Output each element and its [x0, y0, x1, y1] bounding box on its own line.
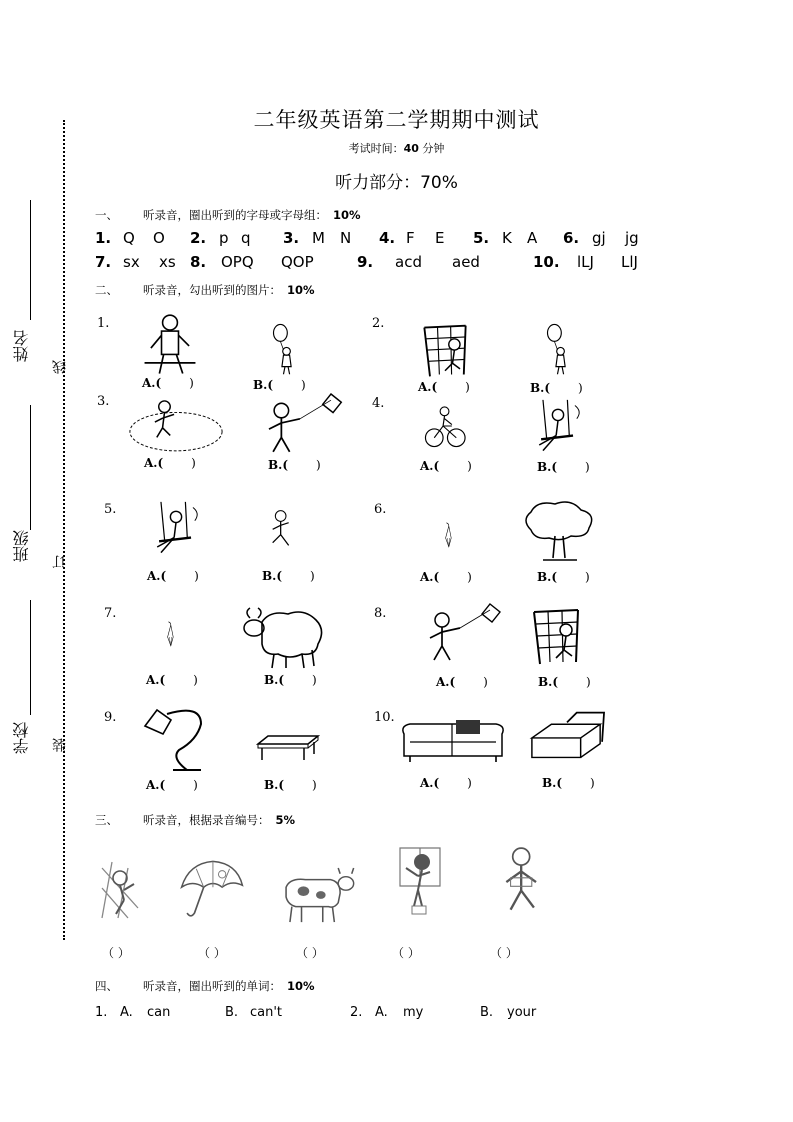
- numbering-paren: （ ）: [102, 946, 130, 960]
- picture-option-a: A.( ): [146, 673, 198, 687]
- running-boy-icon: [266, 500, 306, 560]
- option-b-close-paren: ): [586, 675, 591, 689]
- bed-icon: [528, 710, 606, 760]
- option-a-close-paren: ): [465, 380, 470, 394]
- letter-option-b: aed: [452, 253, 480, 271]
- picture-option-b: B.( ): [542, 776, 595, 790]
- tree-icon: [520, 500, 600, 562]
- option-b-close-paren: ): [310, 569, 315, 583]
- picture-option-a: A.( ): [146, 778, 198, 792]
- name-label: 姓名: [12, 330, 31, 362]
- letter-item-number: 8.: [190, 253, 207, 271]
- numbering-paren: （ ）: [296, 946, 324, 960]
- letter-item-number: 7.: [95, 253, 112, 271]
- letter-option-b: O: [153, 229, 165, 247]
- picture-item-number: 3.: [97, 394, 110, 409]
- picture-option-a: A.( ): [142, 376, 194, 390]
- letter-option-a: gj: [592, 229, 606, 247]
- letter-item-number: 1.: [95, 229, 112, 247]
- letter-option-b: xs: [159, 253, 176, 271]
- option-a-close-paren: ): [467, 570, 472, 584]
- picture-option-a: A.( ): [418, 380, 470, 394]
- option-a-close-paren: ): [193, 778, 198, 792]
- cow-icon: [276, 868, 356, 924]
- part-heading: 听力部分：70%: [335, 173, 458, 193]
- picture-item-number: 9.: [104, 710, 117, 725]
- option-b-close-paren: ): [312, 778, 317, 792]
- word-item-1-word-b: can't: [250, 1005, 283, 1020]
- picture-item-number: 8.: [374, 606, 387, 621]
- letter-option-a: Q: [123, 229, 135, 247]
- picture-item-number: 10.: [374, 710, 395, 725]
- umbrella-icon: [162, 602, 186, 668]
- letter-option-b: E: [435, 229, 445, 247]
- picture-item-number: 2.: [372, 316, 385, 331]
- letter-item-number: 9.: [357, 253, 374, 271]
- school-label: 学校: [12, 722, 31, 754]
- picture-option-a: A.( ): [436, 675, 488, 689]
- walking-boy-icon: [492, 846, 544, 916]
- word-item-2-option-b: B.: [480, 1005, 494, 1020]
- section-1-heading: 一、 听录音，圈出听到的字母或字母组： 10%: [95, 208, 361, 222]
- exam-time: 考试时间：40 分钟: [348, 142, 445, 155]
- skating-boy-icon: [128, 392, 224, 454]
- swing-girl-icon: [144, 500, 208, 562]
- letter-option-a: OPQ: [221, 253, 254, 271]
- letter-item-number: 2.: [190, 229, 207, 247]
- option-a-close-paren: ): [194, 569, 199, 583]
- letter-option-b: LlJ: [621, 253, 638, 271]
- climbing-net-icon: [524, 604, 588, 670]
- sofa-icon: [400, 716, 506, 764]
- word-item-1-number: 1.: [95, 1005, 108, 1020]
- numbering-paren: （ ）: [198, 946, 226, 960]
- boy-overalls-icon: [135, 312, 205, 382]
- picture-item-number: 1.: [97, 316, 110, 331]
- picture-option-b: B.( ): [538, 675, 591, 689]
- word-item-1-option-b: B.: [225, 1005, 239, 1020]
- picture-option-b: B.( ): [537, 460, 590, 474]
- open-umbrella-icon: [176, 858, 248, 922]
- sheep-icon: [242, 604, 328, 670]
- girl-balloon-icon: [262, 316, 308, 382]
- line-mark: 线: [52, 360, 68, 374]
- word-item-2-number: 2.: [350, 1005, 363, 1020]
- letter-item-number: 6.: [563, 229, 580, 247]
- boy-kite-icon: [258, 394, 344, 456]
- fold-mark: 装: [52, 738, 68, 752]
- option-a-close-paren: ): [483, 675, 488, 689]
- picture-option-b: B.( ): [253, 378, 306, 392]
- swing-girl-icon: [528, 398, 588, 460]
- bicycle-boy-icon: [424, 396, 468, 456]
- option-b-close-paren: ): [312, 673, 317, 687]
- letter-option-a: p: [219, 229, 229, 247]
- option-b-close-paren: ): [316, 458, 321, 472]
- option-b-close-paren: ): [590, 776, 595, 790]
- picture-item-number: 7.: [104, 606, 117, 621]
- picture-option-a: A.( ): [420, 570, 472, 584]
- option-b-close-paren: ): [301, 378, 306, 392]
- letter-option-a: K: [502, 229, 512, 247]
- letter-item-number: 4.: [379, 229, 396, 247]
- letter-option-b: N: [340, 229, 352, 247]
- option-a-close-paren: ): [193, 673, 198, 687]
- letter-option-b: q: [241, 229, 251, 247]
- girl-balloon-icon: [536, 316, 582, 382]
- section-2-heading: 二、 听录音，勾出听到的图片： 10%: [95, 283, 315, 297]
- word-item-2-word-a: my: [403, 1005, 424, 1020]
- school-blank-line: [30, 600, 31, 715]
- picture-option-a: A.( ): [144, 456, 196, 470]
- boy-kite-icon: [420, 604, 502, 664]
- exam-title: 二年级英语第二学期期中测试: [253, 108, 540, 132]
- letter-item-number: 5.: [473, 229, 490, 247]
- word-item-1-word-a: can: [147, 1005, 171, 1020]
- picture-item-number: 5.: [104, 502, 117, 517]
- option-b-close-paren: ): [585, 570, 590, 584]
- picture-option-b: B.( ): [268, 458, 321, 472]
- picture-option-b: B.( ): [537, 570, 590, 584]
- picture-option-b: B.( ): [264, 778, 317, 792]
- class-label: 班级: [12, 530, 31, 562]
- letter-option-a: F: [406, 229, 415, 247]
- word-item-2-word-b: your: [507, 1005, 537, 1020]
- numbering-paren: （ ）: [392, 946, 420, 960]
- lamp-icon: [140, 706, 206, 772]
- letter-item-number: 3.: [283, 229, 300, 247]
- picture-option-b: B.( ): [264, 673, 317, 687]
- option-b-close-paren: ): [585, 460, 590, 474]
- letter-option-a: acd: [395, 253, 422, 271]
- picture-option-b: B.( ): [530, 381, 583, 395]
- picture-item-number: 6.: [374, 502, 387, 517]
- letter-option-a: sx: [123, 253, 140, 271]
- option-a-close-paren: ): [189, 376, 194, 390]
- binding-dotted-line: [63, 120, 65, 940]
- option-a-close-paren: ): [467, 459, 472, 473]
- table-icon: [254, 734, 320, 762]
- letter-option-a: M: [312, 229, 325, 247]
- letter-option-b: QOP: [281, 253, 314, 271]
- letter-option-b: jg: [625, 229, 639, 247]
- umbrella-icon: [440, 506, 464, 566]
- picture-option-a: A.( ): [420, 776, 472, 790]
- letter-option-b: A: [527, 229, 538, 247]
- option-a-close-paren: ): [467, 776, 472, 790]
- section-3-heading: 三、 听录音，根据录音编号： 5%: [95, 813, 296, 827]
- section-4-heading: 四、 听录音，圈出听到的单词： 10%: [95, 979, 315, 993]
- window-boy-icon: [394, 846, 444, 916]
- word-item-1-option-a: A.: [120, 1005, 133, 1020]
- picture-item-number: 4.: [372, 396, 385, 411]
- letter-option-a: lLJ: [577, 253, 594, 271]
- picture-option-a: A.( ): [147, 569, 199, 583]
- option-b-close-paren: ): [578, 381, 583, 395]
- class-blank-line: [30, 405, 31, 530]
- climbing-boy-icon: [98, 856, 144, 926]
- letter-item-number: 10.: [533, 253, 560, 271]
- option-a-close-paren: ): [191, 456, 196, 470]
- climbing-net-icon: [412, 320, 478, 382]
- numbering-paren: （ ）: [490, 946, 518, 960]
- word-item-2-option-a: A.: [375, 1005, 388, 1020]
- picture-option-b: B.( ): [262, 569, 315, 583]
- bind-mark: 订: [52, 555, 68, 569]
- picture-option-a: A.( ): [420, 459, 472, 473]
- name-blank-line: [30, 200, 31, 320]
